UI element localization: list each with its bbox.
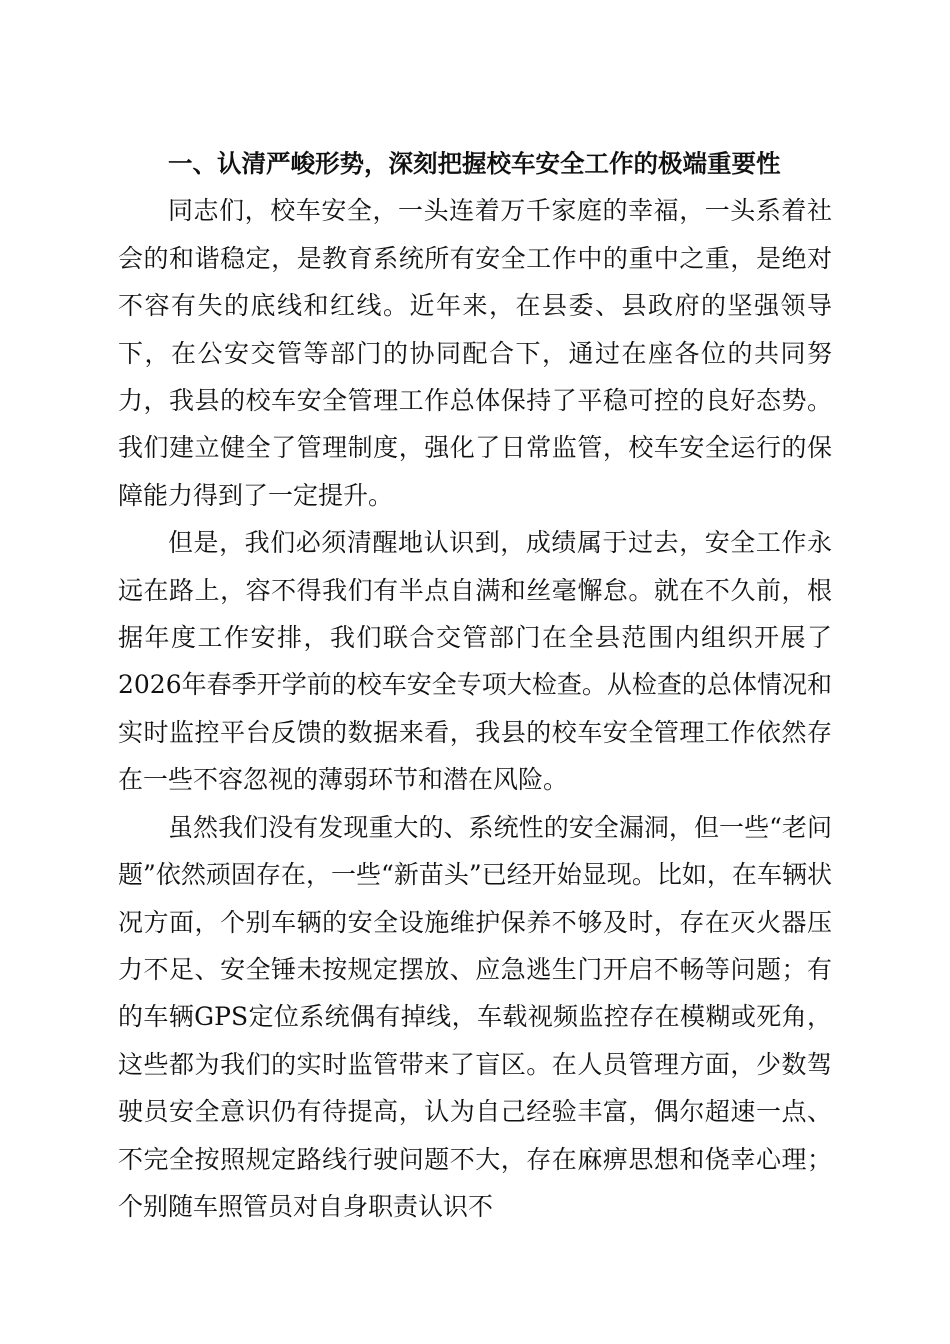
paragraph-3: 虽然我们没有发现重大的、系统性的安全漏洞，但一些“老问题”依然顽固存在，一些“新苗头”已经开始显现。比如，在车辆状况方面，个别车辆的安全设施维护保养不够及时，存在灭火器压力不足、安全锤未按规定摆放、应急逃生门开启不畅等问题；有的车辆GPS定位系统偶有掉线，车载视频监控存在模糊或死角，这些都为我们的实时监管带来了盲区。在人员管理方面，少数驾驶员安全意识仍有待提高，认为自己经验丰富，偶尔超速一点、不完全按照规定路线行驶问题不大，存在麻痹思想和侥幸心理；个别随车照管员对自身职责认识不 bbox=[118, 812, 832, 1221]
section-heading: 一、认清严峻形势，深刻把握校车安全工作的极端重要性 bbox=[168, 149, 781, 178]
document-body bbox=[118, 140, 832, 1230]
paragraph-1: 同志们，校车安全，一头连着万千家庭的幸福，一头系着社会的和谐稳定，是教育系统所有安全工作中的重中之重，是绝对不容有失的底线和红线。近年来，在县委、县政府的坚强领导下，在公安交管等部门的协同配合下，通过在座各位的共同努力，我县的校车安全管理工作总体保持了平稳可控的良好态势。我们建立健全了管理制度，强化了日常监管，校车安全运行的保障能力得到了一定提升。 bbox=[118, 196, 832, 510]
paragraph-2: 但是，我们必须清醒地认识到，成绩属于过去，安全工作永远在路上，容不得我们有半点自满和丝毫懈怠。就在不久前，根据年度工作安排，我们联合交管部门在全县范围内组织开展了2026年春季开学前的校车安全专项大检查。从检查的总体情况和实时监控平台反馈的数据来看，我县的校车安全管理工作依然存在一些不容忽视的薄弱环节和潜在风险。 bbox=[118, 528, 832, 795]
